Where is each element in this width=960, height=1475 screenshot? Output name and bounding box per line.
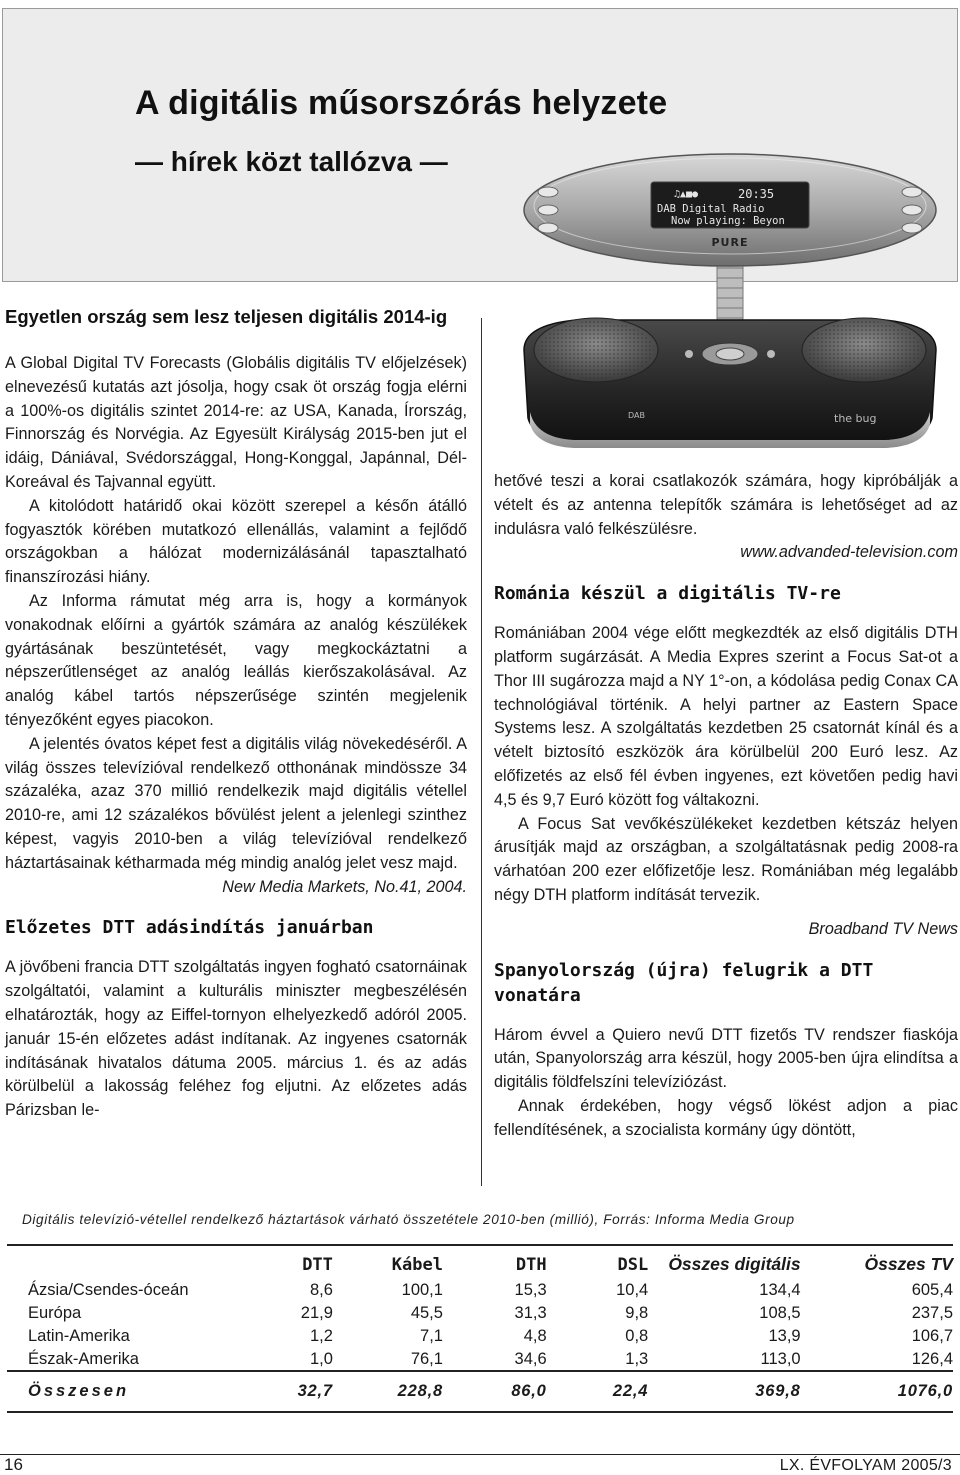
footer-divider xyxy=(0,1454,960,1455)
value-cell: 45,5 xyxy=(410,1304,443,1322)
source-citation: www.advanded-television.com xyxy=(740,543,958,562)
paragraph: A kitolódott határidő okai között szerepel a későn átálló fogyasztók körében mutatkozó ellenállás, valamint a fejlődő országokban a hálózat modernizálásánál tapasztalható finanszírozási hiány. xyxy=(5,496,467,587)
value-cell: 21,9 xyxy=(300,1304,333,1322)
column-header-dth: DTH xyxy=(515,1254,547,1275)
value-cell: 1,0 xyxy=(309,1349,333,1368)
display-line-2: DAB Digital Radio xyxy=(657,203,765,215)
value-cell: 113,0 xyxy=(760,1349,801,1368)
households-table xyxy=(7,1244,953,1413)
table-caption: Digitális televízió-vétellel rendelkező háztartások várható összetétele 2010-ben (millió), Forrás: Informa Media Group xyxy=(22,1212,795,1227)
total-cell: 86,0 xyxy=(443,1371,547,1411)
table-row xyxy=(7,1348,953,1371)
issue-label: LX. ÉVFOLYAM 2005/3 xyxy=(779,1457,952,1474)
article-heading-spain: Spanyolország (újra) felugrik a DTT vonatára xyxy=(494,959,874,1006)
paragraph: A jövőbeni francia DTT szolgáltatás ingyen fogható csatornáinak szolgáltatói, valamint a kulturális miniszter megbeszélésén elhatározták, hogy az Eiffel-tornyon elhelyezkedő adóról 2005. január 15-én előzetes adást indítanak. Az ingyenes csatornák indításának hivatalos dátuma 2005. március 1. és az adás körülbelül a lakosság feléhez fog eljutni. Az előzetes adás Párizsban le- xyxy=(5,958,467,1120)
value-cell: 1,3 xyxy=(625,1349,649,1368)
column-header-dsl: DSL xyxy=(617,1254,649,1275)
table-header-row xyxy=(7,1246,953,1279)
region-cell: Európa xyxy=(28,1304,82,1322)
value-cell: 31,3 xyxy=(514,1304,547,1322)
article-heading-dtt-launch: Előzetes DTT adásindítás januárban xyxy=(5,917,374,939)
total-cell: 32,7 xyxy=(261,1371,333,1411)
value-cell: 9,8 xyxy=(625,1304,649,1322)
dab-radio-illustration xyxy=(516,20,944,460)
table-row xyxy=(7,1279,953,1302)
value-cell: 108,5 xyxy=(759,1304,801,1322)
table-total-row xyxy=(7,1371,953,1411)
paragraph: Annak érdekében, hogy végső lökést adjon a piac fellendítésének, a szocialista kormány úgy döntött, xyxy=(494,1096,958,1139)
total-cell: 22,4 xyxy=(547,1371,649,1411)
left-column xyxy=(5,305,467,1123)
paragraph: Romániában 2004 vége előtt megkezdték az első digitális DTH platform sugárzását. A Media Expres szerint a Focus Sat-ot a Thor III sugározza majd a NY 1°-on, a kódolása pedig Conax CA technológiával történik. A helyi partner az Eastern Space Systems lesz. A szolgáltatás kezdetben 25 csatornát kínál és a vételt biztosító eszközök ára körülbelül 200 Euró lesz. Az előfizetés az első fél évben ingyenes, ezt követően pedig havi 4,5 és 9,7 Euró között fog váltakozni. xyxy=(494,624,958,809)
page-title: A digitális műsorszórás helyzete xyxy=(135,84,668,122)
paragraph: Három évvel a Quiero nevű DTT fizetős TV rendszer fiaskója után, Spanyolország arra készül, hogy 2005-ben újra elindítsa a digitális földfelszíni televíziózást. xyxy=(494,1025,958,1092)
article-heading-digital-2014: Egyetlen ország sem lesz teljesen digitális 2014-ig xyxy=(5,306,448,327)
value-cell: 15,3 xyxy=(514,1281,547,1299)
region-cell: Észak-Amerika xyxy=(28,1349,139,1368)
page-subtitle: — hírek közt tallózva — xyxy=(135,146,448,177)
value-cell: 34,6 xyxy=(514,1349,547,1368)
value-cell: 7,1 xyxy=(420,1327,443,1345)
value-cell: 1,2 xyxy=(309,1327,333,1345)
value-cell: 0,8 xyxy=(625,1327,649,1345)
paragraph: hetővé teszi a korai csatlakozók számára, hogy kipróbálják a vételt és az antenna telepítők számára is lehetőséget ad az indulásra való felkészülésre. xyxy=(494,472,958,538)
column-header-dtt: DTT xyxy=(302,1254,333,1275)
paragraph: A Global Digital TV Forecasts (Globális digitális TV előjelzések) elnevezésű kutatás azt jósolja, hogy csak öt ország fogja elérni a 100%-os digitális szintet 2014-re: az USA, Kanada, Írország, Finnország és Norvégia. Az Egyesült Királyság 2015-ben jut el idáig, Dániával, Svédországgal, Hong-Konggal, Japánnal, Dél-Koreával és Tajvannal együtt. xyxy=(5,354,467,491)
region-cell: Ázsia/Csendes-óceán xyxy=(28,1281,189,1299)
table-row xyxy=(7,1325,953,1348)
column-divider xyxy=(481,318,482,1186)
paragraph: A Focus Sat vevőkészülékeket kezdetben kétszáz helyen árusítják majd az országban, a szolgáltatásnak pedig 2008-ra várhatóan 200 ezer előfizetője lesz. Romániában még legalább négy DTH platform indítását tervezik. xyxy=(494,814,958,904)
value-cell: 106,7 xyxy=(911,1327,953,1345)
table-row xyxy=(7,1302,953,1325)
article-heading-romania: Románia készül a digitális TV-re xyxy=(494,583,841,605)
value-cell: 134,4 xyxy=(759,1281,801,1299)
column-header-region xyxy=(7,1246,261,1279)
bug-logo: the bug xyxy=(834,412,877,425)
region-cell: Latin-Amerika xyxy=(28,1327,130,1345)
display-line-3: Now playing: Beyon xyxy=(671,215,785,227)
dab-logo: DAB xyxy=(628,411,645,420)
value-cell: 237,5 xyxy=(911,1304,953,1322)
brand-label: PURE xyxy=(711,236,749,249)
total-cell: 369,8 xyxy=(648,1371,800,1411)
value-cell: 8,6 xyxy=(309,1281,333,1299)
value-cell: 100,1 xyxy=(401,1281,443,1299)
column-header-total-tv: Összes TV xyxy=(864,1254,953,1274)
value-cell: 10,4 xyxy=(616,1281,649,1299)
total-cell: 228,8 xyxy=(333,1371,443,1411)
column-header-total-digital: Összes digitális xyxy=(668,1254,801,1274)
value-cell: 605,4 xyxy=(911,1281,953,1299)
right-column xyxy=(494,470,958,1143)
total-label: Összesen xyxy=(7,1371,261,1411)
column-header-kabel: Kábel xyxy=(391,1254,443,1275)
total-cell: 1076,0 xyxy=(801,1371,953,1411)
value-cell: 13,9 xyxy=(768,1327,801,1345)
svg-text:♫▲■●: ♫▲■● xyxy=(674,189,699,200)
value-cell: 4,8 xyxy=(523,1327,547,1345)
source-citation: Broadband TV News xyxy=(808,919,958,938)
paragraph: A jelentés óvatos képet fest a digitális világ növekedéséről. A világ összes televízióval rendelkező otthonának mindössze 34 százaléka, azaz 370 millió rendelkezik majd digitális vétellel 2010-re, ami 12 százalékos bővülést jelent a jelenlegi szinthez képest, vagyis 2010-ben a világ televízióval rendelkező háztartásainak kétharmada még mindig analóg jelet vesz majd. xyxy=(5,734,467,872)
source-citation: New Media Markets, No.41, 2004. xyxy=(222,877,467,896)
paragraph: Az Informa rámutat még arra is, hogy a kormányok vonakodnak előírni a gyártók számára az analóg készülékek gyártásának beszüntetését, vagy megkockáztatni a népszerűtlenséget az analóg leállás kierőszakolásával. Az analóg kábel tartós népszerűsége szintén megjelenik tényezőként egyes piacokon. xyxy=(5,591,467,729)
value-cell: 76,1 xyxy=(410,1349,443,1368)
value-cell: 126,4 xyxy=(911,1349,953,1368)
page-number: 16 xyxy=(4,1455,23,1474)
display-time: 20:35 xyxy=(738,187,775,201)
